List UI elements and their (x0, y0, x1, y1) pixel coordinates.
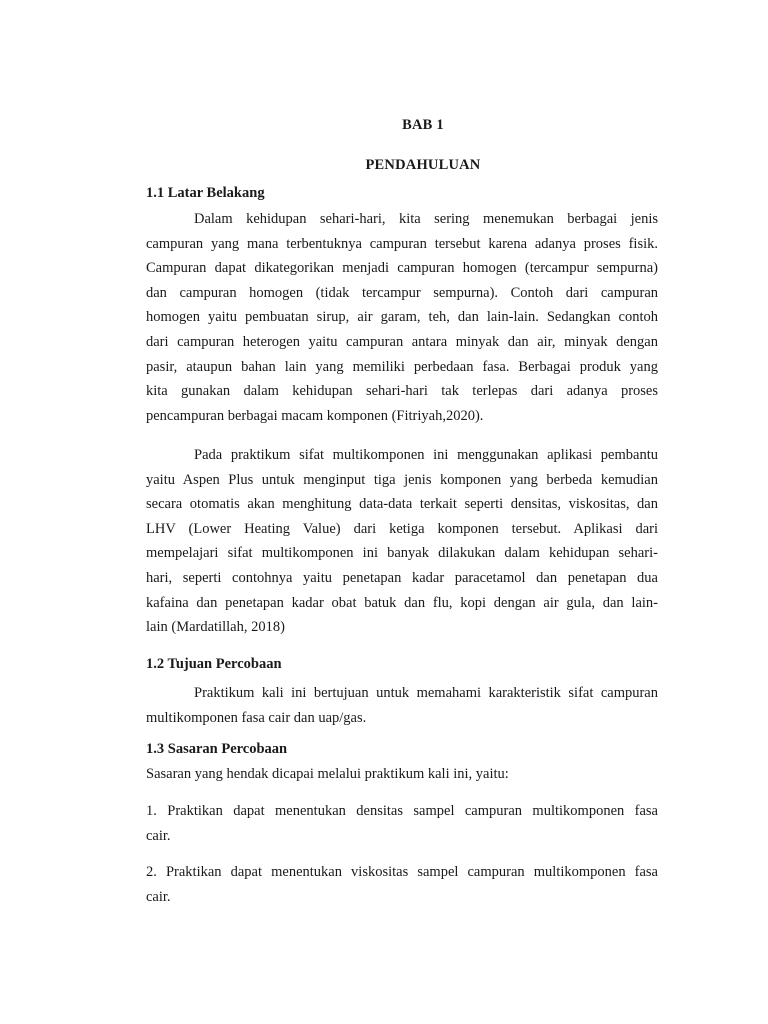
text-line: Campuran dapat dikategorikan menjadi campuran homogen (tercampur sempurna) (146, 260, 658, 277)
document-page (146, 0, 658, 1024)
sasaran-intro: Sasaran yang hendak dicapai melalui praktikum kali ini, yaitu: (146, 766, 509, 782)
text-line: dari campuran heterogen yaitu campuran antara minyak dan air, minyak dengan (146, 333, 658, 350)
text-line: kita gunakan dalam kehidupan sehari-hari tak terlepas dari adanya proses (146, 383, 658, 400)
text-line: 1. Praktikan dapat menentukan densitas sampel campuran multikomponen fasa (146, 803, 658, 819)
text-line: kafaina dan penetapan kadar obat batuk dan flu, kopi dengan air gula, dan lain- (146, 594, 658, 611)
text-line: pencampuran berbagai macam komponen (Fitriyah,2020). (146, 407, 484, 424)
section-heading-latar-belakang: 1.1 Latar Belakang (146, 185, 265, 201)
text-line: homogen yaitu pembuatan sirup, air garam, teh, dan lain-lain. Sedangkan contoh (146, 309, 658, 326)
text-line: cair. (146, 827, 171, 844)
paragraph-latar-belakang-1 (146, 207, 658, 428)
text-line: hari, seperti contohnya yaitu penetapan kadar paracetamol dan penetapan dua (146, 569, 658, 586)
text-line: yaitu Aspen Plus untuk menginput tiga jenis komponen yang berbeda kemudian (146, 471, 658, 488)
paragraph-latar-belakang-2 (146, 443, 658, 640)
section-heading-tujuan-percobaan: 1.2 Tujuan Percobaan (146, 656, 282, 672)
chapter-label: BAB 1 (402, 117, 444, 133)
text-line: LHV (Lower Heating Value) dari ketiga komponen tersebut. Aplikasi dari (146, 520, 658, 537)
text-line: Dalam kehidupan sehari-hari, kita sering menemukan berbagai jenis (194, 211, 658, 227)
text-line: pasir, ataupun bahan lain yang memiliki perbedaan fasa. Berbagai produk yang (146, 358, 658, 375)
list-item-sasaran-2 (146, 860, 658, 909)
text-line: Pada praktikum sifat multikomponen ini menggunakan aplikasi pembantu (194, 447, 658, 463)
text-line: mempelajari sifat multikomponen ini banyak dilakukan dalam kehidupan sehari- (146, 545, 658, 562)
text-line: Praktikum kali ini bertujuan untuk memahami karakteristik sifat campuran (194, 685, 658, 701)
text-line: multikomponen fasa cair dan uap/gas. (146, 709, 367, 726)
section-heading-sasaran-percobaan: 1.3 Sasaran Percobaan (146, 741, 288, 757)
paragraph-tujuan-percobaan (146, 681, 658, 730)
list-item-sasaran-1 (146, 799, 658, 848)
text-line: campuran yang mana terbentuknya campuran tersebut karena adanya proses fisik. (146, 235, 658, 252)
text-line: secara otomatis akan menghitung data-data terkait seperti densitas, viskositas, dan (146, 496, 658, 513)
text-line: 2. Praktikan dapat menentukan viskositas sampel campuran multikomponen fasa (146, 864, 658, 880)
chapter-title: PENDAHULUAN (365, 157, 481, 173)
text-line: dan campuran homogen (tidak tercampur sempurna). Contoh dari campuran (146, 284, 658, 301)
text-line: cair. (146, 888, 171, 905)
text-line: lain (Mardatillah, 2018) (146, 619, 285, 636)
